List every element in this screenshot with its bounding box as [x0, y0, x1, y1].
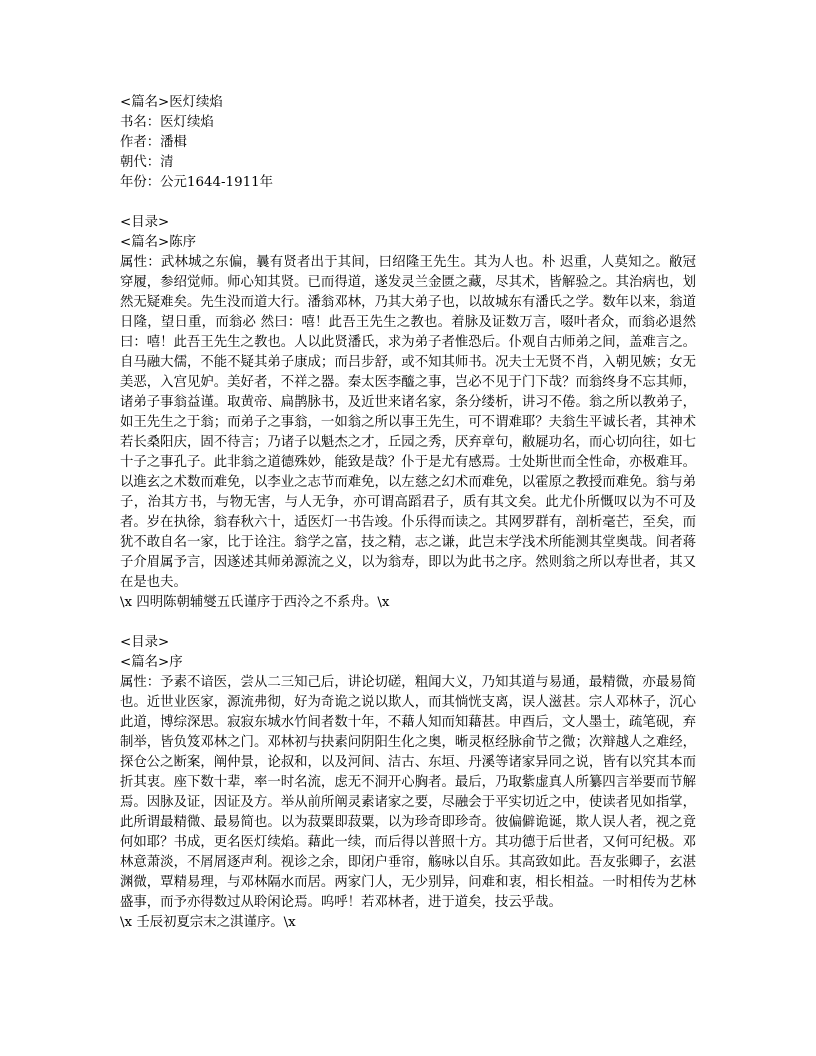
section1-signature: \x 四明陈朝辅燮五氏谨序于西泠之不系舟。\x	[120, 595, 390, 610]
section2-pian-ming: <篇名>序	[120, 655, 183, 670]
spacer	[120, 613, 696, 633]
header-chao-dai: 朝代：清	[120, 155, 174, 170]
header-pian-ming: <篇名>医灯续焰	[120, 95, 223, 110]
section1-body: 属性：武林城之东偏，曩有贤者出于其间，曰绍隆王先生。其为人也。朴 迟重，人莫知之。敝冠穿履，参绍觉师。师心知其贤。已而得道，遂发灵兰金匮之藏，尽其术，皆解验之。其治病也，划然无疑难矣。先生没而道大行。潘翁邓林，乃其大弟子也，以故城东有潘氏之学。数年以来，翁道日隆，望日重，而翁必 然曰：嘻！此吾王先生之教也。着脉及证数万言，啜叶者众，而翁必退然曰：嘻！此吾王先生之教也。人以此贤潘氏，求为弟子者惟恐后。仆观自古师弟之间，盖难言之。自马融大儒，不能不疑其弟子康成；而吕步舒，或不知其师书。况夫士无贤不肖，入朝见嫉；女无美恶，入宫见妒。美好者，不祥之器。秦太医李醯之事，岂必不见于门下哉？而翁终身不忘其师，诸弟子事翁益谨。取黄帝、扁鹊脉书，及近世来诸名家，条分缕析，讲习不倦。翁之所以教弟子，如王先生之于翁；而弟子之事翁，一如翁之所以事王先生，可不谓难耶？夫翁生平诚长者，其神术若长桑阳庆，固不待言；乃诸子以魁杰之才，丘园之秀，厌弃章句，敝屣功名，而心切向往，如七十子之事孔子。此非翁之道德殊妙，能致是哉？仆于是尤有感焉。士处斯世而全性命，亦极难耳。以進玄之术数而难免，以李业之志节而难免，以左慈之幻术而难免，以霍原之教授而难免。翁与弟子，治其方书，与物无害，与人无争，亦可谓高蹈君子，质有其文矣。此尤仆所慨叹以为不可及者。岁在执徐，翁春秋六十，适医灯一书告竣。仆乐得而读之。其网罗群有，剖析毫芒，至矣，而犹不敢自名一家，比于诠注。翁学之富，技之精，志之谦，此岂末学浅术所能测其堂奥哉。间者蒋子介眉属予言，因遂述其师弟源流之义，以为翁寿，即以为此书之序。然则翁之所以寿世者，其又在是也夫。	[120, 255, 696, 590]
section2-mulu: <目录>	[120, 635, 170, 650]
header-zuo-zhe: 作者：潘楫	[120, 135, 187, 150]
document-page	[120, 93, 696, 933]
section1-mulu: <目录>	[120, 215, 170, 230]
section1-pian-ming: <篇名>陈序	[120, 235, 197, 250]
section2-body: 属性：予素不谙医，尝从二三知己后，讲论切磋，粗闻大义，乃知其道与易通，最精微，亦最易简也。近世业医家，源流弗彻，好为奇诡之说以欺人，而其惝恍支离，误人滋甚。宗人邓林子，沉心此道，博综深思。寂寂东城水竹间者数十年，不藉人知而知藉甚。申酉后，文人墨士，疏笔砚，弃制举，皆负笈邓林之门。邓林初与抉素问阴阳生化之奥，晰灵枢经脉俞节之微；次辩越人之难经，探仓公之断案，阐仲景，论叔和，以及河间、洁古、东垣、丹溪等诸家异同之说，皆有以究其本而折其衷。座下数十辈，率一时名流，虑无不洞开心胸者。最后，乃取紫虚真人所纂四言举要而节解焉。因脉及证，因证及方。举从前所阐灵素诸家之要，尽融会于平实切近之中，使读者见如指掌，此所谓最精微、最易简也。以为菽粟即菽粟，以为珍奇即珍奇。彼偏僻诡诞，欺人误人者，视之竟何如耶？书成，更名医灯续焰。藉此一续，而后得以普照十方。其功德于后世者，又何可纪极。邓林意萧淡，不屑屑逐声利。视诊之余，即闭户垂帘，觞咏以自乐。其高致如此。吾友张卿子，玄湛渊微，覃精易理，与邓林隔水而居。两家门人，无少别异，问难和衷，相长相益。一时相传为艺林盛事，而予亦得数过从聆闲论焉。呜呼！若邓林者，进于道矣，技云乎哉。	[120, 675, 696, 910]
spacer	[120, 193, 696, 213]
header-nian-fen: 年份：公元1644-1911年	[120, 175, 274, 190]
header-shu-ming: 书名：医灯续焰	[120, 115, 214, 130]
section2-signature: \x 壬辰初夏宗末之淇谨序。\x	[120, 915, 296, 930]
